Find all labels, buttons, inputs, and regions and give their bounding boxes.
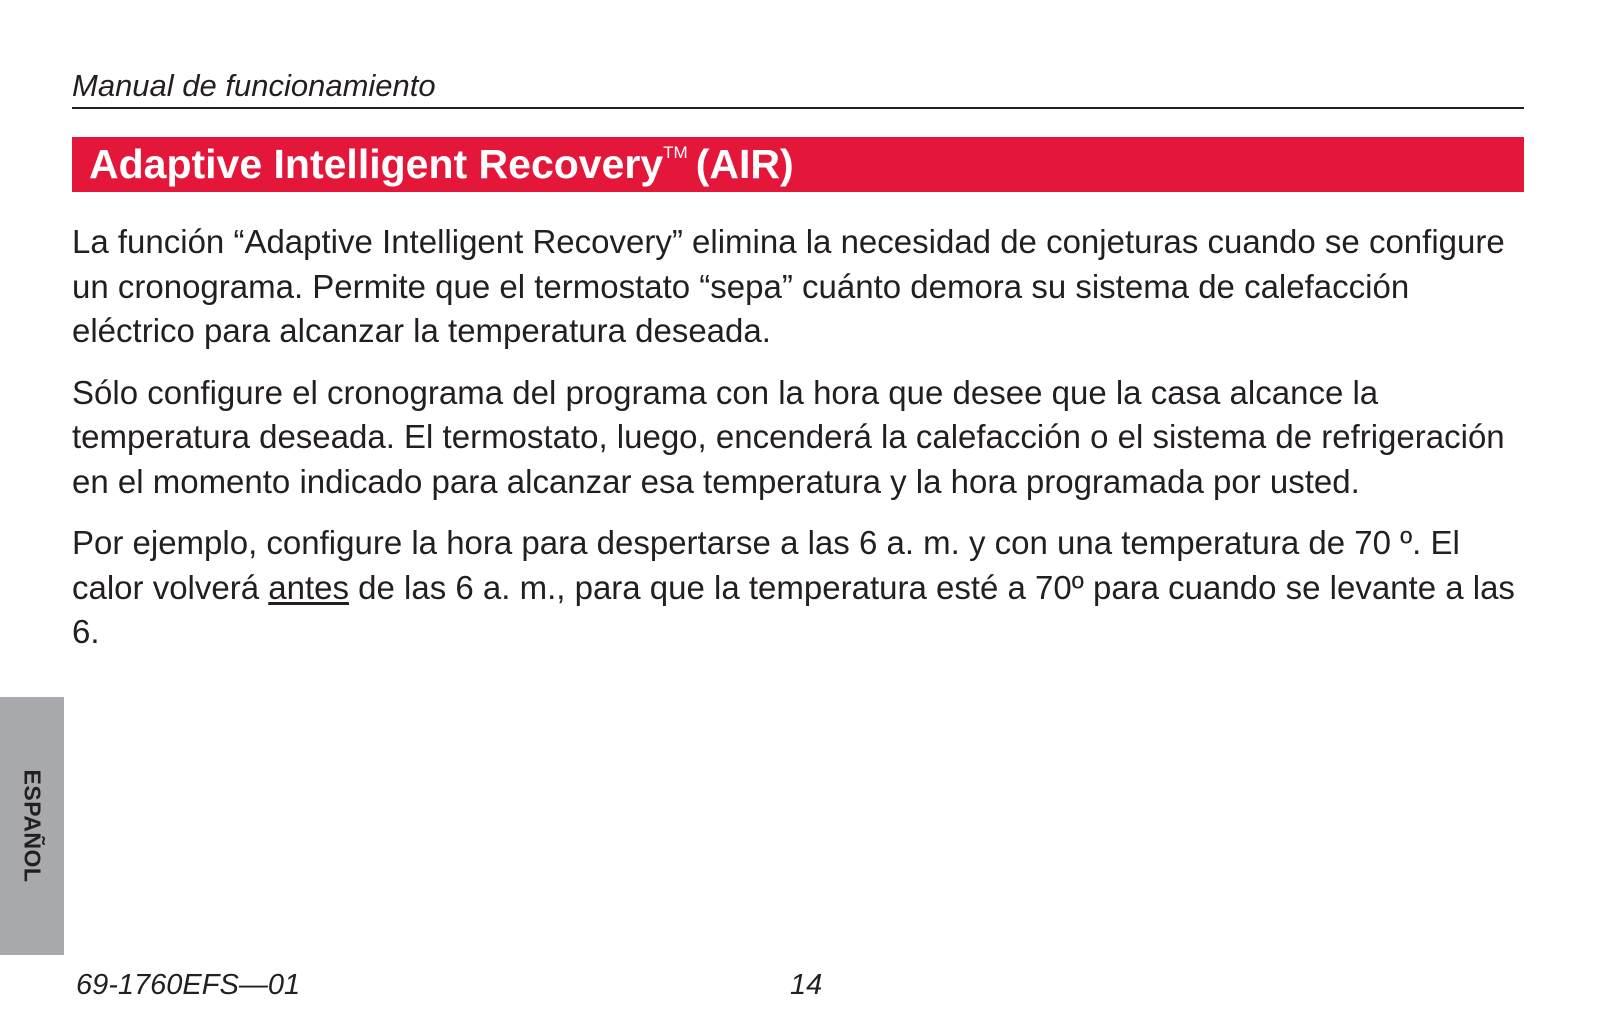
underlined-word: antes (268, 568, 349, 606)
header-divider (72, 107, 1524, 109)
language-tab-label: ESPAÑOL (19, 769, 46, 883)
body-text (72, 220, 1532, 672)
paragraph-3-start: Por ejemplo, configure la hora para despertarse a las 6 a. m. y con una temperatura de 70 º. El calor volverá (72, 524, 1460, 606)
footer-page-number: 14 (790, 969, 823, 1001)
section-title-text: Adaptive Intelligent Recovery (89, 141, 664, 187)
section-title-band (72, 137, 1524, 192)
section-title-suffix: (AIR) (695, 141, 794, 187)
paragraph-3-end: de las 6 a. m., para que la temperatura esté a 70º para cuando se levante a las 6. (72, 568, 1515, 650)
trademark-symbol: TM (663, 143, 688, 162)
footer-document-number: 69-1760EFS—01 (76, 969, 301, 1001)
running-header: Manual de funcionamiento (72, 68, 436, 103)
paragraph-2: Sólo configure el cronograma del programa con la hora que desee que la casa alcance la temperatura deseada. El termostato, luego, encenderá la calefacción o el sistema de refrigeración en el momento indicado para alcanzar esa temperatura y la hora programada por usted. (72, 373, 1505, 500)
section-title (89, 139, 794, 198)
paragraph-1: La función “Adaptive Intelligent Recovery” elimina la necesidad de conjeturas cuando se configure un cronograma. Permite que el termostato “sepa” cuánto demora su sistema de calefacción eléctrico para alcanzar la temperatura deseada. (72, 223, 1505, 349)
paragraph-3 (72, 521, 1532, 655)
language-side-tab (0, 697, 64, 955)
